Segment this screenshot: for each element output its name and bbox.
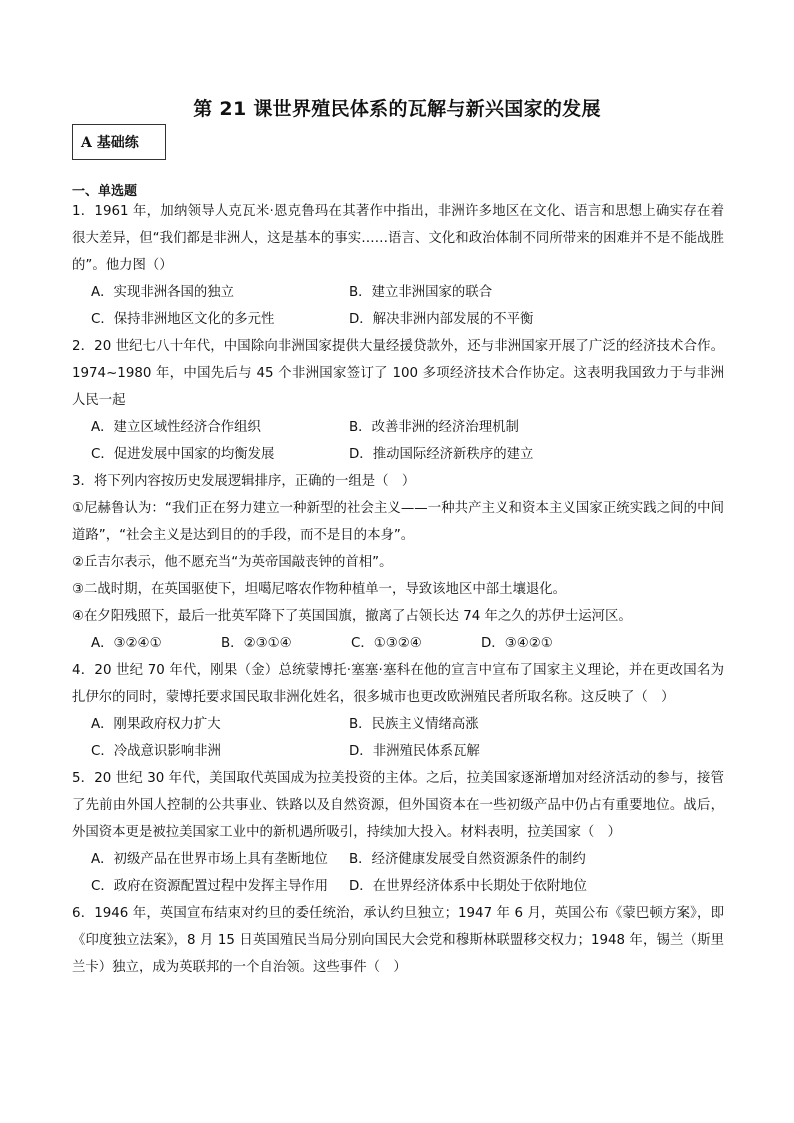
- level-badge: A 基础练: [72, 124, 166, 160]
- statement-item: ②丘吉尔表示，他不愿充当“为英帝国敲丧钟的首相”。: [72, 555, 393, 570]
- option-b[interactable]: B．建立非洲国家的联合: [349, 285, 493, 300]
- option-a[interactable]: A．③②④①: [91, 636, 162, 651]
- option-d[interactable]: D．非洲殖民体系瓦解: [349, 744, 480, 759]
- question-item: [72, 333, 724, 468]
- option-b[interactable]: B．民族主义情绪高涨: [349, 717, 479, 732]
- option-a[interactable]: A．实现非洲各国的独立: [91, 285, 235, 300]
- question-stem: 1．1961 年，加纳领导人克瓦米·恩克鲁玛在其著作中指出，非洲许多地区在文化、语言和思想上确实存在着很大差异，但“我们都是非洲人，这是基本的事实……语言、文化和政治体制不同所带来的困难并不是不能战胜的”。他力图（）: [72, 204, 724, 273]
- option-b[interactable]: B．改善非洲的经济治理机制: [349, 420, 519, 435]
- option-c[interactable]: C．冷战意识影响非洲: [91, 744, 221, 759]
- option-a[interactable]: A．初级产品在世界市场上具有垄断地位: [91, 852, 328, 867]
- question-stem: 2．20 世纪七八十年代，中国除向非洲国家提供大量经援贷款外，还与非洲国家开展了广泛的经济技术合作。1974~1980 年，中国先后与 45 个非洲国家签订了 100 多项经济技术合作协定。这表明我国致力于与非洲人民一起: [72, 339, 724, 408]
- options-row: [91, 630, 724, 657]
- question-stem: 5．20 世纪 30 年代，美国取代英国成为拉美投资的主体。之后，拉美国家逐渐增加对经济活动的参与，接管了先前由外国人控制的公共事业、铁路以及自然资源，但外国资本在一些初级产品中仍占有重要地位。战后，外国资本更是被拉美国家工业中的新机遇所吸引，持续加大投入。材料表明，拉美国家（ ）: [72, 771, 724, 840]
- option-a[interactable]: A．刚果政府权力扩大: [91, 717, 221, 732]
- question-stem: 6．1946 年，英国宣布结束对约旦的委任统治，承认约旦独立；1947 年 6 月，英国公布《蒙巴顿方案》，即《印度独立法案》，8 月 15 日英国殖民当局分别向国民大会党和穆斯林联盟移交权力；1948 年，锡兰（斯里兰卡）独立，成为英联邦的一个自治领。这些事件（ ）: [72, 906, 724, 975]
- statement-item: ④在夕阳残照下，最后一批英军降下了英国国旗，撤离了占领长达 74 年之久的苏伊士运河区。: [72, 609, 632, 624]
- option-b[interactable]: B．经济健康发展受自然资源条件的制约: [349, 852, 586, 867]
- question-item: [72, 468, 724, 657]
- question-item: [72, 657, 724, 765]
- option-a[interactable]: A．建立区域性经济合作组织: [91, 420, 261, 435]
- statement-item: ①尼赫鲁认为：“我们正在努力建立一种新型的社会主义——一种共产主义和资本主义国家正统实践之间的中间道路”，“社会主义是达到目的的手段，而不是目的本身”。: [72, 501, 724, 543]
- options-grid: [91, 414, 724, 468]
- question-item: [72, 900, 724, 981]
- section-heading: 一、单选题: [72, 184, 138, 199]
- options-grid: [91, 279, 724, 333]
- statement-item: ③二战时期，在英国驱使下，坦噶尼喀农作物种植单一，导致该地区中部土壤退化。: [72, 582, 567, 597]
- option-c[interactable]: C．政府在资源配置过程中发挥主导作用: [91, 879, 328, 894]
- question-item: [72, 198, 724, 333]
- option-d[interactable]: D．在世界经济体系中长期处于依附地位: [349, 879, 587, 894]
- option-b[interactable]: B．②③①④: [221, 636, 292, 651]
- option-d[interactable]: D．③④②①: [481, 636, 553, 651]
- option-c[interactable]: C．①③②④: [351, 636, 422, 651]
- option-c[interactable]: C．促进发展中国家的均衡发展: [91, 447, 275, 462]
- option-d[interactable]: D．推动国际经济新秩序的建立: [349, 447, 534, 462]
- question-list: [72, 198, 724, 981]
- option-c[interactable]: C．保持非洲地区文化的多元性: [91, 312, 275, 327]
- options-grid: [91, 846, 724, 900]
- question-item: [72, 765, 724, 900]
- question-stem: 4．20 世纪 70 年代，刚果（金）总统蒙博托·塞塞·塞科在他的宣言中宣布了国家主义理论，并在更改国名为扎伊尔的同时，蒙博托要求国民取非洲化姓名，很多城市也更改欧洲殖民者所取名称。这反映了（ ）: [72, 663, 724, 705]
- options-grid: [91, 711, 724, 765]
- option-d[interactable]: D．解决非洲内部发展的不平衡: [349, 312, 534, 327]
- question-stem: 3．将下列内容按历史发展逻辑排序，正确的一组是（ ）: [72, 474, 416, 489]
- page-title: 第 21 课世界殖民体系的瓦解与新兴国家的发展: [193, 98, 601, 120]
